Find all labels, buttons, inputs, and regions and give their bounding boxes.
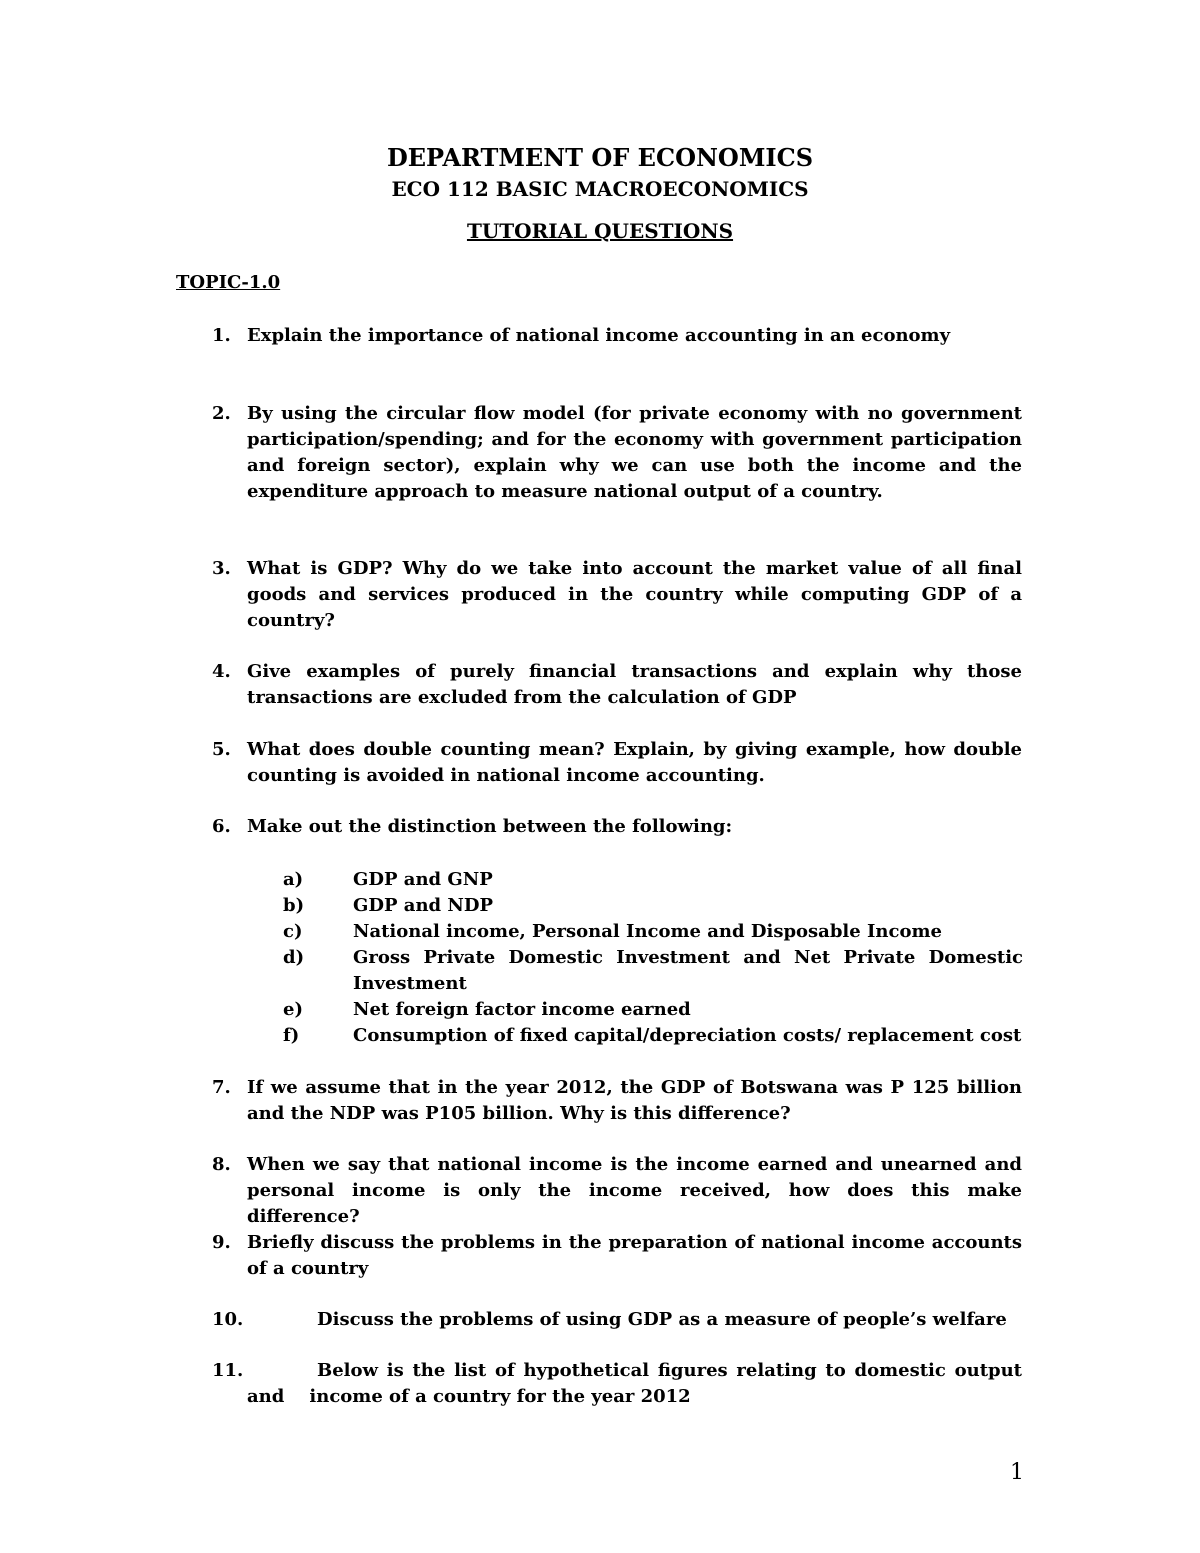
question-5: [212, 737, 1022, 789]
question-8: [212, 1152, 1022, 1230]
question-7: [212, 1075, 1022, 1127]
subitem-letter: f): [283, 1025, 300, 1046]
department-heading: DEPARTMENT OF ECONOMICS: [386, 143, 814, 172]
question-6: [212, 814, 1022, 840]
subitem-a: [283, 867, 1023, 893]
subitem-text: Net foreign factor income earned: [353, 999, 691, 1020]
question-4: [212, 659, 1022, 711]
question-text: Discuss the problems of using GDP as a measure of people’s welfare: [317, 1309, 1007, 1330]
subitem-letter: a): [283, 869, 304, 890]
question-text: What is GDP? Why do we take into account the market value of all final goods and services produced in the country while computing GDP of a country?: [247, 558, 1022, 631]
question-text: Make out the distinction between the following:: [247, 816, 733, 837]
subitem-text: Consumption of fixed capital/depreciation costs/ replacement cost: [353, 1025, 1022, 1046]
subitem-text: GDP and GNP: [353, 869, 493, 890]
question-text: Explain the importance of national income accounting in an economy: [247, 325, 951, 346]
subitem-text: Gross Private Domestic Investment and Net Private Domestic Investment: [353, 947, 1023, 994]
question-number: 4.: [212, 661, 231, 682]
course-heading: ECO 112 BASIC MACROECONOMICS: [391, 177, 809, 201]
page-number: 1: [1010, 1460, 1024, 1485]
question-number: 11.: [212, 1360, 244, 1381]
question-text: Give examples of purely financial transactions and explain why those transactions are excluded from the calculation of GDP: [247, 661, 1022, 708]
subitem-letter: e): [283, 999, 303, 1020]
question-text: Briefly discuss the problems in the preparation of national income accounts of a country: [247, 1232, 1022, 1279]
subitem-letter: b): [283, 895, 305, 916]
subitem-e: [283, 997, 1023, 1023]
question-number: 2.: [212, 403, 231, 424]
subitem-c: [283, 919, 1023, 945]
question-text: What does double counting mean? Explain, by giving example, how double counting is avoided in national income accounting.: [247, 739, 1022, 786]
subitem-d: [283, 945, 1023, 997]
question-number: 5.: [212, 739, 231, 760]
question-11: [212, 1358, 1022, 1410]
question-number: 10.: [212, 1309, 244, 1330]
tutorial-heading: TUTORIAL QUESTIONS: [466, 219, 734, 243]
question-text: When we say that national income is the income earned and unearned and personal income is only the income received, how does this make difference?: [247, 1154, 1022, 1227]
question-2: [212, 401, 1022, 505]
question-text: If we assume that in the year 2012, the GDP of Botswana was P 125 billion and the NDP was P105 billion. Why is this difference?: [247, 1077, 1022, 1124]
question-number: 1.: [212, 325, 231, 346]
question-9: [212, 1230, 1022, 1282]
question-text: Below is the list of hypothetical figures relating to domestic output and income of a country for the year 2012: [247, 1360, 1022, 1407]
question-number: 3.: [212, 558, 231, 579]
question-number: 6.: [212, 816, 231, 837]
subitem-f: [283, 1023, 1023, 1049]
subitem-letter: c): [283, 921, 303, 942]
topic-label: TOPIC-1.0: [176, 272, 281, 293]
question-number: 7.: [212, 1077, 231, 1098]
subitem-text: National income, Personal Income and Disposable Income: [353, 921, 942, 942]
subitem-letter: d): [283, 947, 305, 968]
question-3: [212, 556, 1022, 634]
subitem-b: [283, 893, 1023, 919]
question-text: By using the circular flow model (for private economy with no government participation/spending; and for the economy with government participation and foreign sector), explain why we can use both the income and the expenditure approach to measure national output of a country.: [247, 403, 1022, 502]
subitem-text: GDP and NDP: [353, 895, 493, 916]
question-10: [212, 1307, 1022, 1333]
question-number: 8.: [212, 1154, 231, 1175]
question-1: [212, 323, 1022, 349]
question-number: 9.: [212, 1232, 231, 1253]
